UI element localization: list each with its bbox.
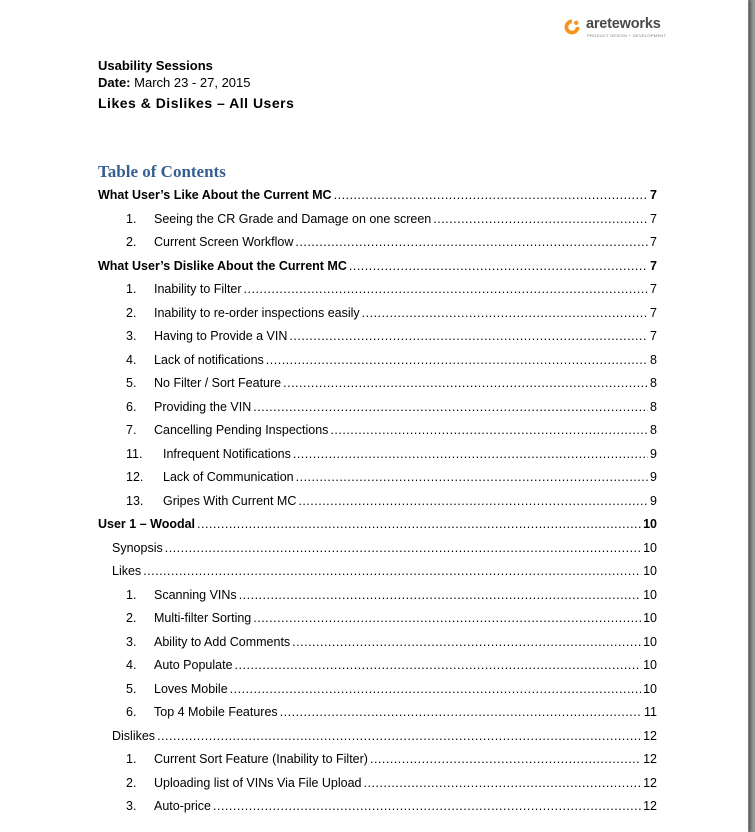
toc-entry-title: Gripes With Current MC xyxy=(163,493,297,508)
toc-entry[interactable] xyxy=(126,210,657,228)
toc-entry-page: 12 xyxy=(643,728,657,743)
toc-entry-number: 11. xyxy=(126,446,143,461)
toc-dot-leader xyxy=(230,680,641,698)
toc-dot-leader xyxy=(349,257,648,275)
toc-entry-title: Inability to re-order inspections easily xyxy=(154,305,360,320)
toc-dot-leader xyxy=(239,586,641,604)
toc-entry-page: 10 xyxy=(643,517,657,531)
toc-dot-leader xyxy=(364,774,642,792)
brand-tagline: PRODUCT DESIGN + DEVELOPMENT xyxy=(587,33,667,38)
areteworks-logo-icon xyxy=(563,18,581,36)
toc-entry-title: Top 4 Mobile Features xyxy=(154,705,278,719)
toc-entry[interactable] xyxy=(98,515,657,533)
toc-entry-number: 2. xyxy=(126,235,137,249)
toc-dot-leader xyxy=(295,233,648,251)
toc-entry-title: No Filter / Sort Feature xyxy=(154,376,282,390)
toc-dot-leader xyxy=(280,703,642,721)
session-title: Usability Sessions xyxy=(98,58,213,73)
toc-entry[interactable] xyxy=(126,398,657,416)
toc-entry-page: 8 xyxy=(650,399,657,414)
toc-entry[interactable] xyxy=(126,233,657,251)
toc-entry-number: 5. xyxy=(126,681,137,696)
toc-entry[interactable] xyxy=(126,445,657,463)
toc-entry-number: 1. xyxy=(126,752,137,766)
toc-dot-leader xyxy=(362,304,648,322)
toc-dot-leader xyxy=(244,280,649,298)
toc-dot-leader xyxy=(289,327,648,345)
toc-dot-leader xyxy=(293,445,648,463)
toc-entry-number: 4. xyxy=(126,658,137,672)
toc-entry[interactable] xyxy=(112,562,657,580)
toc-dot-leader xyxy=(197,515,641,533)
toc-entry[interactable] xyxy=(126,656,657,674)
toc-entry[interactable] xyxy=(126,327,657,345)
toc-entry-page: 12 xyxy=(643,752,657,766)
date-label: Date: xyxy=(98,75,131,90)
toc-entry-page: 9 xyxy=(650,470,657,484)
toc-entry[interactable] xyxy=(126,468,657,486)
toc-entry-page: 7 xyxy=(650,258,657,273)
toc-entry-page: 12 xyxy=(643,799,657,813)
toc-entry[interactable] xyxy=(126,609,657,627)
brand-name: areteworks xyxy=(586,16,661,32)
toc-heading: Table of Contents xyxy=(98,162,226,181)
toc-entry-title: Lack of notifications xyxy=(154,352,264,367)
toc-entry-title: Current Sort Feature (Inability to Filter) xyxy=(154,752,368,766)
toc-dot-leader xyxy=(213,797,641,815)
toc-entry[interactable] xyxy=(126,351,657,369)
toc-entry-title: Auto-price xyxy=(154,799,211,813)
toc-entry-page: 10 xyxy=(643,634,657,649)
date-value: March 23 - 27, 2015 xyxy=(134,75,251,90)
toc-entry[interactable] xyxy=(126,492,657,510)
toc-dot-leader xyxy=(235,656,642,674)
toc-entry[interactable] xyxy=(126,374,657,392)
toc-entry-number: 7. xyxy=(126,423,137,437)
toc-entry-number: 3. xyxy=(126,634,137,649)
toc-entry-number: 1. xyxy=(126,211,137,226)
toc-dot-leader xyxy=(143,562,641,580)
toc-dot-leader xyxy=(298,492,648,510)
toc-entry[interactable] xyxy=(126,304,657,322)
toc-entry-page: 10 xyxy=(643,564,657,578)
toc-entry-page: 9 xyxy=(650,446,657,461)
toc-entry-page: 10 xyxy=(643,611,657,625)
toc-entry-number: 6. xyxy=(126,705,137,719)
toc-dot-leader xyxy=(266,351,648,369)
toc-entry[interactable] xyxy=(112,727,657,745)
toc-entry-title: Current Screen Workflow xyxy=(154,235,294,249)
session-date xyxy=(98,75,251,90)
toc-dot-leader xyxy=(370,750,641,768)
toc-entry[interactable] xyxy=(126,421,657,439)
toc-dot-leader xyxy=(330,421,648,439)
toc-entry-page: 8 xyxy=(650,376,657,390)
toc-entry-title: What User’s Dislike About the Current MC xyxy=(98,258,347,273)
toc-entry-number: 13. xyxy=(126,493,144,508)
toc-entry-page: 9 xyxy=(650,493,657,508)
toc-entry-title: Auto Populate xyxy=(154,658,233,672)
toc-entry-number: 2. xyxy=(126,775,137,790)
toc-entry-title: Infrequent Notifications xyxy=(163,446,291,461)
toc-dot-leader xyxy=(283,374,648,392)
toc-entry-page: 7 xyxy=(650,235,657,249)
toc-entry-number: 1. xyxy=(126,587,137,602)
toc-entry-number: 5. xyxy=(126,376,137,390)
toc-entry-page: 10 xyxy=(643,681,657,696)
toc-entry[interactable] xyxy=(98,257,657,275)
toc-entry[interactable] xyxy=(126,750,657,768)
toc-entry-title: Uploading list of VINs Via File Upload xyxy=(154,775,362,790)
toc-entry[interactable] xyxy=(112,539,657,557)
document-title: Likes & Dislikes – All Users xyxy=(98,95,295,111)
toc-entry-number: 12. xyxy=(126,470,144,484)
toc-entry-number: 6. xyxy=(126,399,137,414)
toc-entry[interactable] xyxy=(126,797,657,815)
toc-entry[interactable] xyxy=(126,680,657,698)
toc-entry-page: 11 xyxy=(644,705,657,719)
toc-entry-title: Loves Mobile xyxy=(154,681,228,696)
toc-dot-leader xyxy=(253,609,641,627)
toc-dot-leader xyxy=(296,468,648,486)
toc-entry-page: 7 xyxy=(650,282,657,296)
toc-dot-leader xyxy=(253,398,648,416)
toc-entry-page: 10 xyxy=(643,658,657,672)
toc-entry-page: 10 xyxy=(643,587,657,602)
toc-entry-page: 12 xyxy=(643,775,657,790)
toc-entry-title: Likes xyxy=(112,564,142,578)
toc-entry-page: 7 xyxy=(650,305,657,320)
toc-entry-title: Dislikes xyxy=(112,728,156,743)
toc-entry[interactable] xyxy=(98,186,657,204)
toc-entry-number: 4. xyxy=(126,352,137,367)
toc-entry-title: Scanning VINs xyxy=(154,587,237,602)
toc-entry-number: 3. xyxy=(126,329,137,343)
toc-entry-title: Lack of Communication xyxy=(163,470,294,484)
toc-entry-page: 7 xyxy=(650,188,657,202)
toc-entry[interactable] xyxy=(126,703,657,721)
toc-entry-number: 2. xyxy=(126,611,137,625)
toc-entry[interactable] xyxy=(126,774,657,792)
toc-entry-title: User 1 – Woodal xyxy=(98,517,196,531)
toc-dot-leader xyxy=(157,727,641,745)
toc-entry-page: 8 xyxy=(650,352,657,367)
toc-dot-leader xyxy=(292,633,641,651)
toc-entry-number: 2. xyxy=(126,305,137,320)
toc-entry-page: 10 xyxy=(643,540,657,555)
toc-entry-title: Providing the VIN xyxy=(154,399,252,414)
toc-entry[interactable] xyxy=(126,280,657,298)
toc-entry-page: 7 xyxy=(650,329,657,343)
toc-entry-title: Cancelling Pending Inspections xyxy=(154,423,329,437)
toc-entry-page: 8 xyxy=(650,423,657,437)
toc-dot-leader xyxy=(334,186,648,204)
toc-entry-title: Inability to Filter xyxy=(154,282,242,296)
toc-entry-title: Multi-filter Sorting xyxy=(154,611,252,625)
toc-entry-number: 1. xyxy=(126,282,137,296)
toc-dot-leader xyxy=(433,210,648,228)
toc-entry-title: Seeing the CR Grade and Damage on one screen xyxy=(154,211,432,226)
toc-entry-title: Synopsis xyxy=(112,540,163,555)
toc-entry-number: 3. xyxy=(126,799,137,813)
toc-entry[interactable] xyxy=(126,586,657,604)
toc-entry-page: 7 xyxy=(650,211,657,226)
toc-entry-title: Ability to Add Comments xyxy=(154,634,291,649)
toc-entry-title: What User’s Like About the Current MC xyxy=(98,188,332,202)
toc-entry-title: Having to Provide a VIN xyxy=(154,329,288,343)
toc-entry[interactable] xyxy=(126,633,657,651)
toc-dot-leader xyxy=(165,539,641,557)
